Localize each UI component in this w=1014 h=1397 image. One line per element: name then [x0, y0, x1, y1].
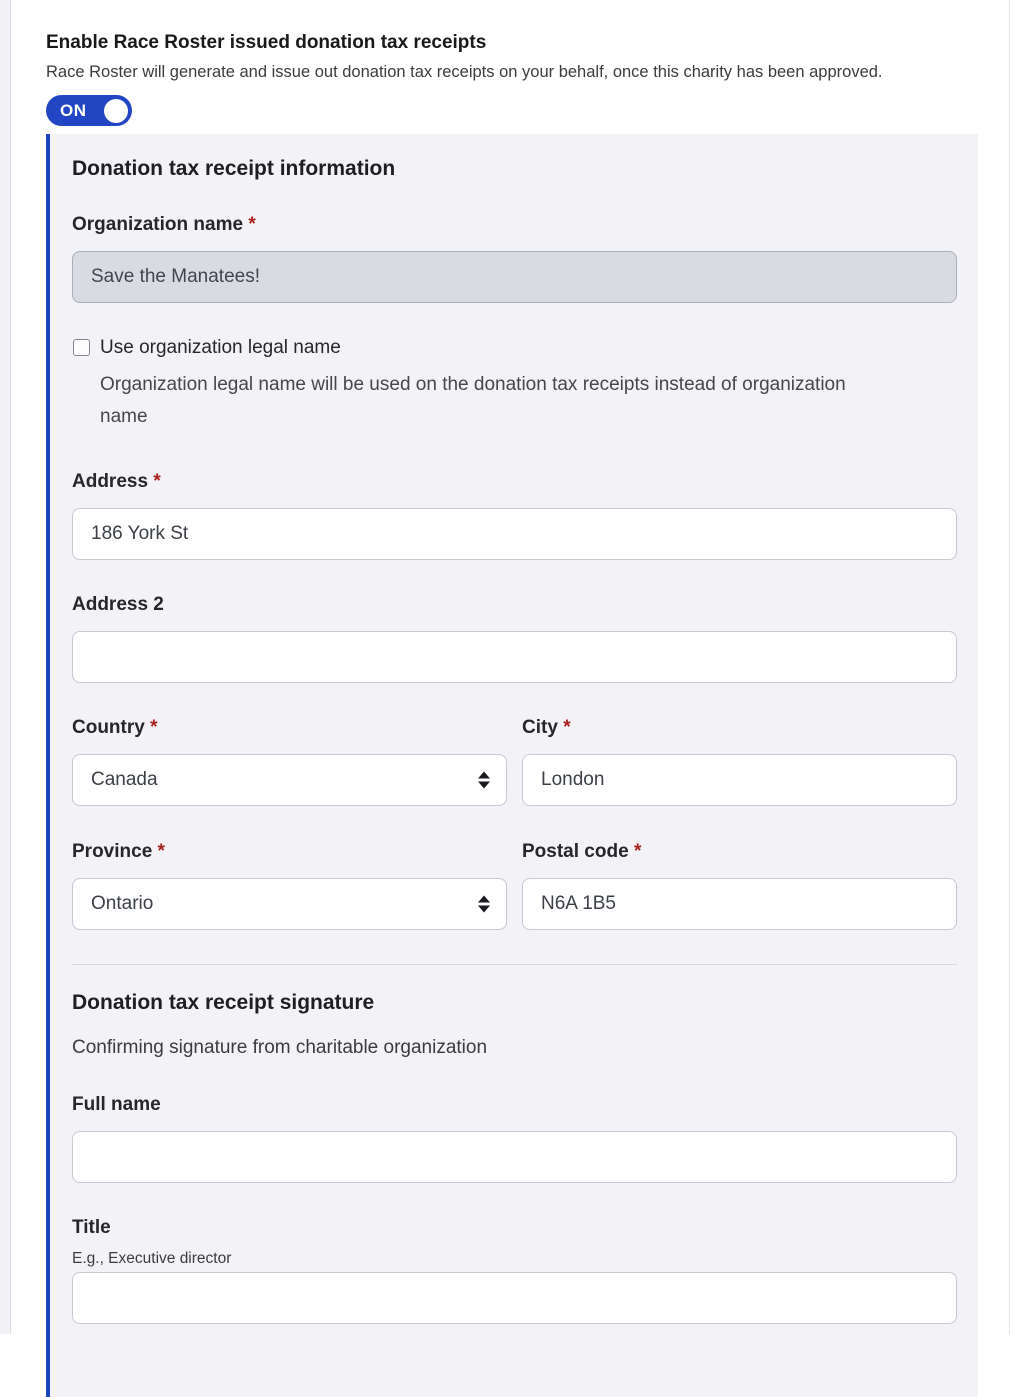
- full-name-input[interactable]: [72, 1131, 957, 1183]
- required-asterisk: *: [150, 717, 157, 738]
- city-group: [522, 716, 957, 806]
- country-selected-value: Canada: [91, 769, 158, 791]
- organization-name-label: Organization name *: [72, 213, 957, 236]
- province-label: Province *: [72, 840, 507, 863]
- organization-name-group: [72, 213, 957, 303]
- use-legal-name-label: Use organization legal name: [100, 336, 341, 360]
- postal-code-label: Postal code *: [522, 840, 957, 863]
- address2-label: Address 2: [72, 593, 957, 616]
- title-input[interactable]: [72, 1272, 957, 1324]
- required-asterisk: *: [634, 841, 641, 862]
- toggle-on-label: ON: [46, 101, 87, 121]
- province-group: [72, 840, 507, 930]
- full-name-label: Full name: [72, 1093, 957, 1116]
- enable-receipts-title: Enable Race Roster issued donation tax receipts: [46, 31, 978, 54]
- title-label: Title: [72, 1216, 957, 1239]
- country-label: Country *: [72, 716, 507, 739]
- title-group: [72, 1216, 957, 1324]
- use-legal-name-help: Organization legal name will be used on the donation tax receipts instead of organization name: [100, 369, 870, 433]
- country-select[interactable]: [72, 754, 507, 806]
- use-legal-name-row[interactable]: [72, 336, 957, 360]
- address2-group: [72, 593, 957, 683]
- title-help-text: E.g., Executive director: [72, 1249, 957, 1268]
- organization-name-input: [72, 251, 957, 303]
- province-select[interactable]: [72, 878, 507, 930]
- enable-receipts-description: Race Roster will generate and issue out donation tax receipts on your behalf, once this charity has been approved.: [46, 62, 978, 83]
- receipt-information-heading: Donation tax receipt information: [72, 156, 957, 182]
- city-input[interactable]: [522, 754, 957, 806]
- address-input[interactable]: [72, 508, 957, 560]
- toggle-knob-icon: [104, 99, 128, 123]
- settings-content: [46, 0, 978, 1397]
- page-right-border: [1009, 0, 1010, 1334]
- required-asterisk: *: [563, 717, 570, 738]
- postal-code-input[interactable]: [522, 878, 957, 930]
- page-left-gutter: [0, 0, 11, 1334]
- required-asterisk: *: [158, 841, 165, 862]
- receipt-signature-description: Confirming signature from charitable organization: [72, 1036, 957, 1060]
- legal-name-group: [72, 336, 957, 433]
- address-label: Address *: [72, 470, 957, 493]
- address2-input[interactable]: [72, 631, 957, 683]
- donation-receipt-panel: [46, 134, 978, 1397]
- postal-code-group: [522, 840, 957, 930]
- use-legal-name-checkbox[interactable]: [73, 339, 90, 356]
- required-asterisk: *: [153, 471, 160, 492]
- city-label: City *: [522, 716, 957, 739]
- enable-receipts-toggle[interactable]: [46, 95, 132, 126]
- full-name-group: [72, 1093, 957, 1183]
- section-divider: [72, 964, 957, 965]
- province-selected-value: Ontario: [91, 893, 153, 915]
- province-postal-row: [72, 840, 957, 930]
- receipt-signature-heading: Donation tax receipt signature: [72, 990, 957, 1016]
- country-city-row: [72, 716, 957, 806]
- required-asterisk: *: [248, 214, 255, 235]
- address-group: [72, 470, 957, 560]
- country-group: [72, 716, 507, 806]
